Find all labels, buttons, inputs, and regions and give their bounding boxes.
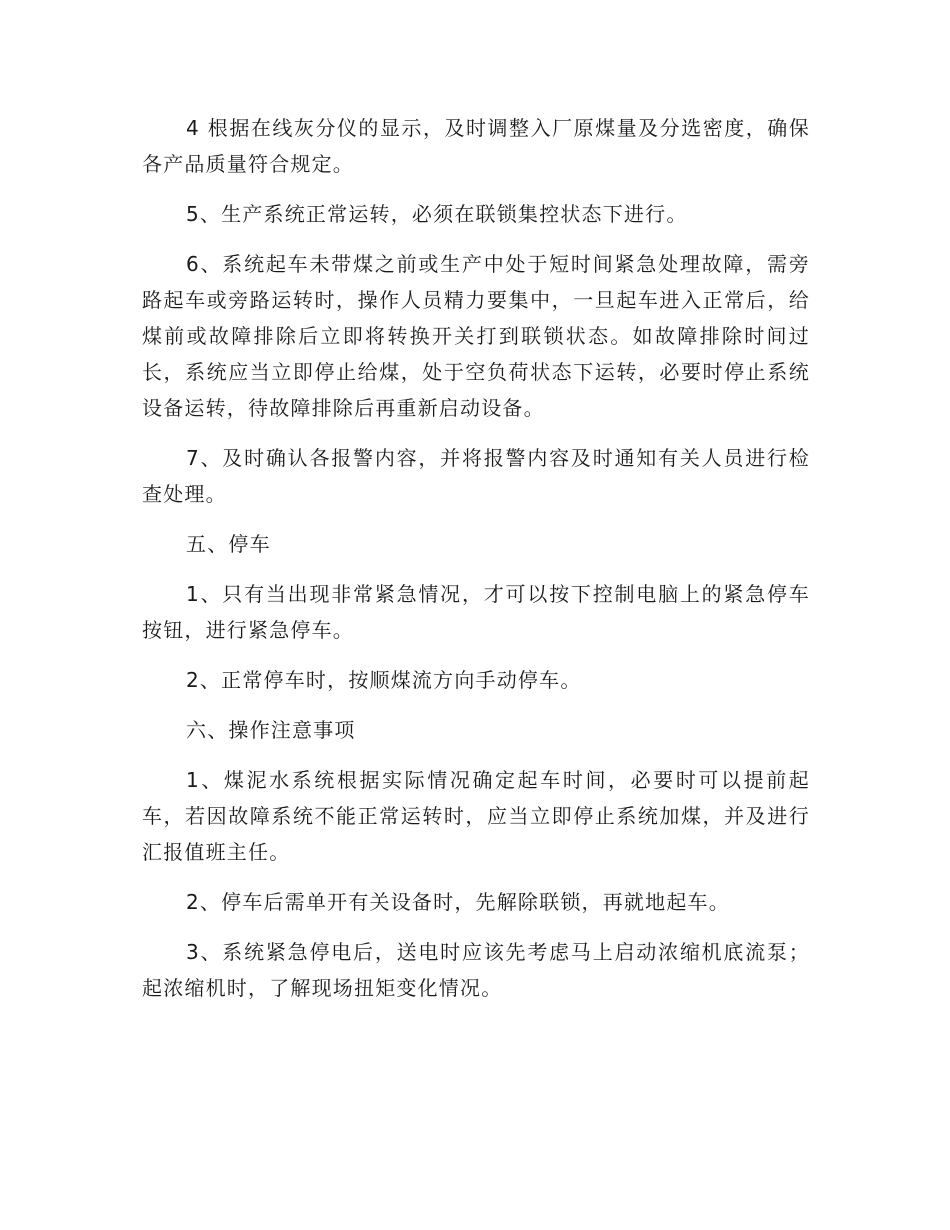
paragraph-single-equipment: 2、停车后需单开有关设备时，先解除联锁，再就地起车。 [186,890,730,914]
paragraph-emergency-stop: 1、只有当出现非常紧急情况，才可以按下控制电脑上的紧急停车按钮，进行紧急停车。 [142,582,810,642]
document-body [142,110,810,1020]
section-heading-stop: 五、停车 [186,532,271,556]
paragraph-ash-analyzer: 4 根据在线灰分仪的显示，及时调整入厂原煤量及分选密度，确保各产品质量符合规定。 [142,116,810,176]
paragraph-alarm-confirm: 7、及时确认各报警内容，并将报警内容及时通知有关人员进行检查处理。 [142,446,810,506]
paragraph-bypass-start: 6、系统起车未带煤之前或生产中处于短时间紧急处理故障，需旁路起车或旁路运转时，操作人员精力要集中，一旦起车进入正常后，给煤前或故障排除后立即将转换开关打到联锁状态。如故障排除时间过长，系统应当立即停止给煤，处于空负荷状态下运转，必要时停止系统设备运转，待故障排除后再重新启动设备。 [142,252,810,420]
paragraph-power-restore: 3、系统紧急停电后，送电时应该先考虑马上启动浓缩机底流泵；起浓缩机时，了解现场扭矩变化情况。 [142,940,810,1000]
paragraph-interlock-operation: 5、生产系统正常运转，必须在联锁集控状态下进行。 [186,202,688,226]
paragraph-normal-stop: 2、正常停车时，按顺煤流方向手动停车。 [186,668,582,692]
section-heading-precautions: 六、操作注意事项 [186,718,356,742]
paragraph-slime-water-start: 1、煤泥水系统根据实际情况确定起车时间，必要时可以提前起车，若因故障系统不能正常运转时，应当立即停止系统加煤，并及进行汇报值班主任。 [142,768,810,864]
